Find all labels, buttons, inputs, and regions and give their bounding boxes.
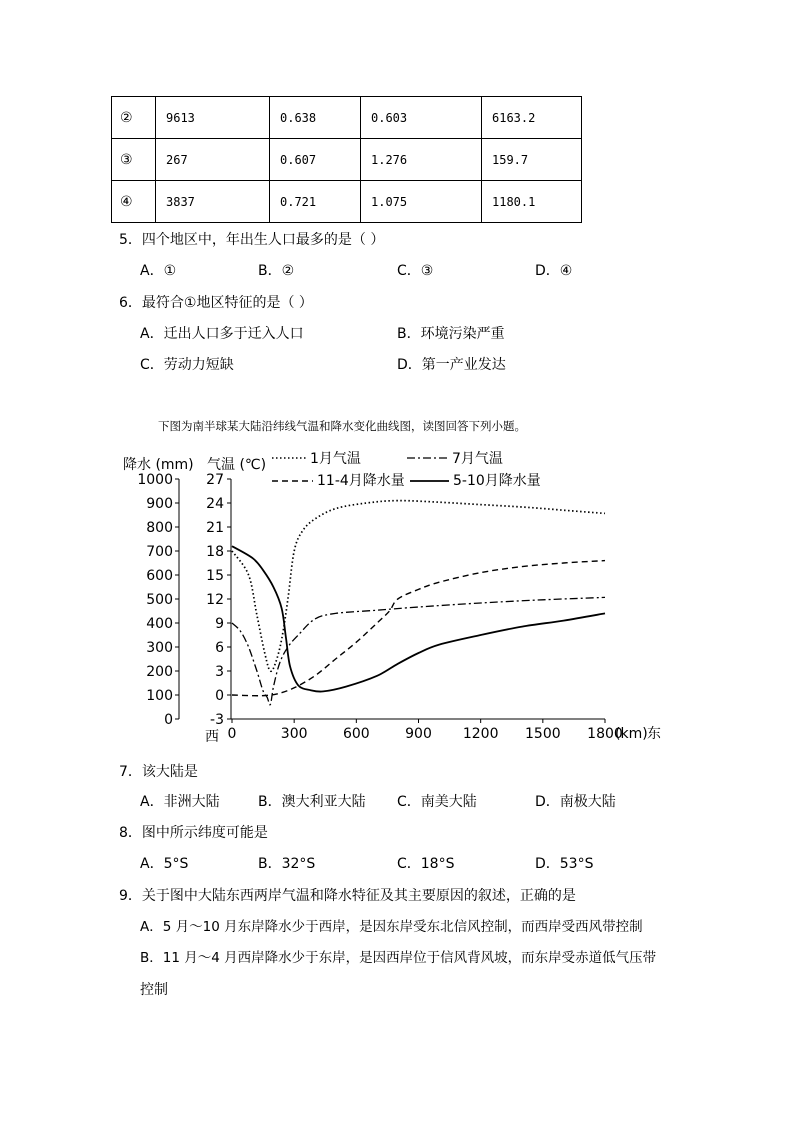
y-left-tick-label: 0 [164, 712, 173, 728]
q8-option-a: A．5°S [140, 856, 189, 872]
table-cell: ④ [112, 181, 156, 223]
y-right-tick-label: 24 [206, 496, 224, 512]
q6-option-a: A．迁出人口多于迁入人口 [140, 326, 304, 342]
table-cell: 267 [156, 139, 270, 181]
question-5: 5．四个地区中，年出生人口最多的是（ ） [119, 232, 385, 248]
y-left-tick-label: 700 [146, 544, 173, 560]
y-right-tick-label: -3 [210, 712, 224, 728]
y-left-tick-label: 900 [146, 496, 173, 512]
q6-option-b: B．环境污染严重 [397, 326, 505, 342]
y-left-tick-label: 500 [146, 592, 173, 608]
q5-option-c: C．③ [397, 263, 434, 279]
y-right-tick-label: 0 [215, 688, 224, 704]
y-left-tick-label: 400 [146, 616, 173, 632]
q9-option-b-cont: 控制 [140, 982, 168, 998]
y-left-tick-label: 200 [146, 664, 173, 680]
q6-option-c: C．劳动力短缺 [140, 357, 234, 373]
chart-intro: 下图为南半球某大陆沿纬线气温和降水变化曲线图，读图回答下列小题。 [158, 419, 526, 433]
y-left-tick-label: 1000 [137, 472, 173, 488]
q7-option-c: C．南美大陆 [397, 794, 477, 810]
table-row [112, 97, 582, 139]
table-row [112, 181, 582, 223]
legend-label-jan-temp: 1月气温 [310, 451, 361, 467]
table-cell: 9613 [156, 97, 270, 139]
table-cell: 0.603 [361, 97, 482, 139]
table-cell: ③ [112, 139, 156, 181]
question-6: 6．最符合①地区特征的是（ ） [119, 295, 313, 311]
q9-option-b: B．11 月～4 月西岸降水少于东岸，是因西岸位于信风背风坡，而东岸受赤道低气压带 [140, 950, 657, 966]
y-right-tick-label: 15 [206, 568, 224, 584]
legend-label-jul-temp: 7月气温 [452, 451, 503, 467]
table-cell: ② [112, 97, 156, 139]
y-left-tick-label: 600 [146, 568, 173, 584]
table-cell: 3837 [156, 181, 270, 223]
table-cell: 159.7 [482, 139, 582, 181]
climate-line-chart [115, 448, 675, 748]
x-east-label: 东 [647, 726, 661, 742]
x-tick-label: 900 [405, 726, 432, 742]
series-line-0 [232, 501, 605, 672]
q8-option-b: B．32°S [258, 856, 316, 872]
x-west-label: 西 [205, 729, 219, 745]
table-cell: 0.638 [270, 97, 361, 139]
series-line-3 [232, 546, 605, 691]
table-cell: 0.607 [270, 139, 361, 181]
q5-option-a: A．① [140, 263, 177, 279]
q8-option-c: C．18°S [397, 856, 455, 872]
y-right-tick-label: 9 [215, 616, 224, 632]
table-row [112, 139, 582, 181]
table-cell: 1.276 [361, 139, 482, 181]
question-8: 8．图中所示纬度可能是 [119, 825, 268, 841]
y-right-tick-label: 12 [206, 592, 224, 608]
y-right-tick-label: 21 [206, 520, 224, 536]
table-cell: 1180.1 [482, 181, 582, 223]
x-tick-label: 600 [342, 726, 370, 742]
y-right-tick-label: 18 [206, 544, 224, 560]
q7-option-d: D．南极大陆 [535, 794, 616, 810]
y-right-tick-label: 27 [206, 472, 224, 488]
y-left-axis-label: 降水 (mm) [123, 457, 194, 473]
question-7: 7．该大陆是 [119, 764, 198, 780]
y-right-tick-label: 3 [215, 664, 224, 680]
x-tick-label: 1800 [587, 726, 623, 742]
table-cell: 1.075 [361, 181, 482, 223]
q7-option-b: B．澳大利亚大陆 [258, 794, 366, 810]
x-unit-label: (km) [615, 726, 648, 742]
legend-label-nov-apr-precip: 11-4月降水量 [317, 473, 405, 489]
q8-option-d: D．53°S [535, 856, 594, 872]
y-right-tick-label: 6 [215, 640, 224, 656]
y-left-tick-label: 300 [146, 640, 173, 656]
x-tick-label: 0 [227, 726, 237, 742]
q5-option-d: D．④ [535, 263, 573, 279]
x-tick-label: 300 [280, 726, 308, 742]
legend-label-may-oct-precip: 5-10月降水量 [453, 473, 541, 489]
q7-option-a: A．非洲大陆 [140, 794, 220, 810]
x-tick-label: 1500 [525, 726, 561, 742]
y-left-tick-label: 100 [146, 688, 173, 704]
table-cell: 6163.2 [482, 97, 582, 139]
x-tick-label: 1200 [462, 726, 499, 742]
q6-option-d: D．第一产业发达 [397, 357, 506, 373]
table-cell: 0.721 [270, 181, 361, 223]
series-line-2 [232, 561, 605, 696]
y-left-tick-label: 800 [146, 520, 173, 536]
q9-option-a: A．5 月～10 月东岸降水少于西岸，是因东岸受东北信风控制，而西岸受西风带控制 [140, 919, 643, 935]
data-table [111, 96, 582, 223]
q5-option-b: B．② [258, 263, 295, 279]
question-9: 9．关于图中大陆东西两岸气温和降水特征及其主要原因的叙述，正确的是 [119, 888, 576, 904]
y-right-axis-label: 气温 (℃) [207, 457, 267, 473]
